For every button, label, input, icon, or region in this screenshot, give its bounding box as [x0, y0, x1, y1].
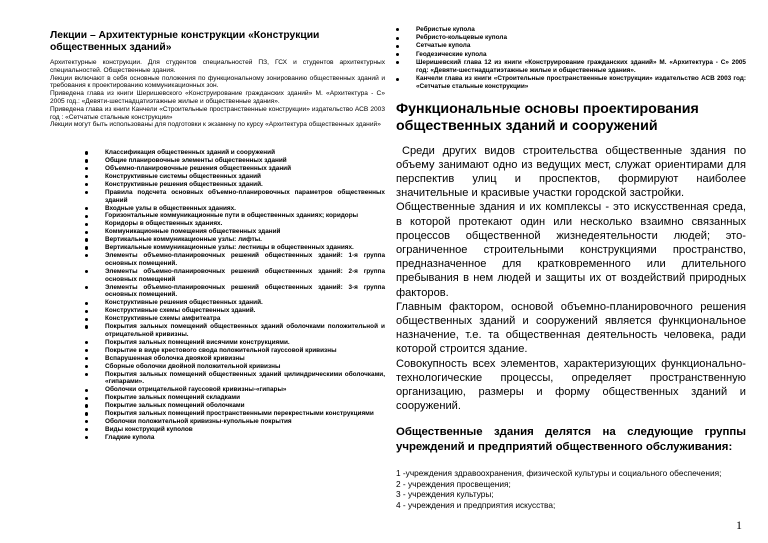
topic-item	[85, 268, 385, 284]
bullet-icon	[85, 412, 88, 415]
intro-line: Лекции включают в себя основные положения по функциональному зонированию общественных зданий и требования к проектированию коммуникационных зон.	[50, 74, 385, 90]
topic-text: Оболочки отрицательной гауссовой кривизны-«гипары»	[105, 386, 287, 394]
topic-list	[50, 149, 385, 442]
bullet-icon	[396, 78, 399, 81]
bullet-icon	[85, 404, 88, 407]
topic-item	[85, 434, 385, 442]
left-column	[50, 30, 385, 442]
topic-item	[85, 173, 385, 181]
paragraph: Общественные здания и их комплексы - это искусственная среда, в которой протекают один или несколько взаимно связанных процессов общественной жизнедеятельности людей; это- ограниченное строительными конструкциями пространство, предназначенное для кратковременного или длительного пребывания в нем людей и защиты их от воздействий природных факторов.	[396, 201, 746, 299]
bullet-icon	[85, 373, 88, 376]
bullet-icon	[85, 357, 88, 360]
topic-text: Элементы объемно-планировочных решений общественных зданий: 2-я группа основных помещений	[105, 267, 385, 283]
topic-text: Покрытия зальных помещений общественных зданий цилиндрическими оболочками, «гипарами».	[105, 370, 385, 386]
paragraph: Среди других видов строительства общественные здания по объему занимают одно из ведущих мест, служат ориентирами для перспектив улиц и проспектов, формируют наиболее значительные и красивые участки городской застройки.	[396, 144, 746, 200]
topic-list-continued	[396, 26, 746, 92]
topic-item	[85, 236, 385, 244]
intro-text	[50, 59, 385, 129]
bullet-icon	[85, 286, 88, 289]
body-text	[396, 144, 746, 414]
topic-item	[85, 189, 385, 205]
bullet-icon	[85, 420, 88, 423]
groups-heading: Общественные здания делятся на следующие группы учреждений и предприятий общественного обслуживания:	[396, 426, 746, 454]
topic-item	[85, 371, 385, 387]
bullet-icon	[85, 428, 88, 431]
bullet-icon	[85, 151, 88, 154]
bullet-icon	[85, 389, 88, 392]
topic-text: Элементы объемно-планировочных решений общественных зданий: 3-я группа основных помещений.	[105, 283, 385, 299]
bullet-icon	[85, 318, 88, 321]
bullet-icon	[85, 191, 88, 194]
bullet-icon	[85, 270, 88, 273]
topic-item	[85, 394, 385, 402]
topic-item	[85, 347, 385, 355]
topic-text: Конструктивные схемы общественных зданий.	[105, 307, 256, 315]
topic-text: Элементы объемно-планировочных решений общественных зданий: 1-я группа основных помещений.	[105, 251, 385, 267]
bullet-icon	[85, 246, 88, 249]
topic-text: Покрытия зальных помещений висячими конструкциями.	[105, 338, 290, 346]
topic-item	[85, 244, 385, 252]
topic-text: Общие планировочные элементы общественных зданий	[105, 157, 287, 165]
topic-text: Конструктивные системы общественных зданий	[105, 172, 261, 180]
topic-item	[85, 355, 385, 363]
bullet-icon	[396, 37, 399, 40]
paragraph: Главным фактором, основой объемно-планировочного решения общественных зданий и сооружений является функциональное назначение, т.е. та общественная деятельность человека, ради которой строится здание.	[396, 300, 746, 356]
bullet-icon	[85, 175, 88, 178]
topic-item	[396, 34, 746, 42]
topic-item	[85, 315, 385, 323]
groups-list	[396, 468, 746, 510]
topic-text: Гладкие купола	[105, 433, 155, 441]
topic-item	[85, 418, 385, 426]
topic-text: Объемно-планировочные решения общественных зданий	[105, 164, 292, 172]
topic-text: Классификация общественных зданий и сооружений	[105, 149, 276, 157]
bullet-icon	[85, 215, 88, 218]
page-number: 1	[736, 518, 742, 532]
topic-item	[85, 323, 385, 339]
topic-text: Коридоры в общественных зданиях.	[105, 220, 223, 228]
topic-text: Конструктивные решения общественных зданий.	[105, 299, 263, 307]
topic-text: Ребристые купола	[416, 26, 475, 33]
bullet-icon	[396, 45, 399, 48]
bullet-icon	[85, 310, 88, 313]
bullet-icon	[85, 207, 88, 210]
topic-text: Сборные оболочки двойной положительной кривизны	[105, 362, 281, 370]
bullet-icon	[85, 349, 88, 352]
topic-item	[396, 26, 746, 34]
topic-text: Вспарушенная оболочка двоякой кривизны	[105, 354, 245, 362]
bullet-icon	[85, 167, 88, 170]
topic-text: Покрытие зальных помещений оболочками	[105, 402, 245, 410]
topic-text: Вертикальные коммуникационные узлы: лифты.	[105, 236, 262, 244]
topic-item	[396, 75, 746, 91]
topic-item	[85, 339, 385, 347]
topic-item	[85, 284, 385, 300]
bullet-icon	[396, 28, 399, 31]
topic-text: Оболочки положительной кривизны-купольные покрытия	[105, 417, 292, 425]
topic-item	[85, 181, 385, 189]
topic-text: Горизонтальные коммуникационные пути в общественных зданиях; коридоры	[105, 212, 359, 220]
bullet-icon	[85, 365, 88, 368]
group-item: 3 - учреждения культуры;	[396, 489, 494, 500]
topic-item	[85, 228, 385, 236]
section-heading: Функциональные основы проектирования общественных зданий и сооружений	[396, 100, 699, 134]
bullet-icon	[85, 436, 88, 439]
bullet-icon	[85, 325, 88, 328]
bullet-icon	[85, 238, 88, 241]
bullet-icon	[85, 183, 88, 186]
bullet-icon	[396, 61, 399, 64]
group-item: 2 - учреждения просвещения;	[396, 478, 511, 489]
group-item: 4 - учреждения и предприятия искусства;	[396, 499, 556, 510]
topic-item	[396, 51, 746, 59]
topic-item	[85, 402, 385, 410]
bullet-icon	[85, 231, 88, 234]
intro-line: Архитектурные конструкции. Для студентов специальностей ПЗ, ГСХ и студентов архитектурных специальностей. Общественные здания.	[50, 59, 385, 74]
bullet-icon	[85, 223, 88, 226]
topic-item	[85, 165, 385, 173]
document-title: Лекции – Архитектурные конструкции «Конструкции общественных зданий»	[50, 30, 320, 53]
topic-text: Геодезические купола	[416, 50, 487, 58]
intro-line: Приведена глава из книги Канчели «Строительные пространственные конструкции» издательство АСВ 2003 год : «Сетчатые стальные конструкции»	[50, 105, 385, 121]
topic-text: Шеришевский глава 12 из книги «Конструирование гражданских зданий» М. «Архитектура - С» 2005 год: «Девяти-шестнадцатиэтажные жилые и общественные здания».	[416, 58, 746, 75]
topic-text: Конструктивные решения общественных зданий.	[105, 180, 263, 188]
topic-text: Коммуникационные помещения общественных зданий	[105, 228, 281, 236]
topic-text: Сетчатые купола	[416, 42, 471, 50]
bullet-icon	[85, 302, 88, 305]
bullet-icon	[85, 397, 88, 400]
bullet-icon	[85, 254, 88, 257]
topic-text: Входные узлы в общественных зданиях.	[105, 204, 236, 212]
topic-item	[85, 157, 385, 165]
topic-item	[85, 426, 385, 434]
topic-item	[85, 307, 385, 315]
right-column	[396, 26, 746, 510]
topic-text: Покрытия зальных помещений пространственными перекрестными конструкциями	[105, 410, 374, 418]
topic-text: Конструктивные схемы амфитеатра	[105, 315, 221, 323]
intro-line: Приведена глава из книги Шеришевского «Конструирование гражданских зданий» М. «Архитектура - С» 2005 год.: «Девяти-шестнадцатиэтажные жилые и общественные здания».	[50, 90, 385, 105]
bullet-icon	[85, 341, 88, 344]
topic-item	[396, 42, 746, 50]
topic-item	[85, 149, 385, 157]
topic-text: Вертикальные коммуникационные узлы: лестницы в общественных зданиях.	[105, 244, 354, 252]
topic-text: Виды конструкций куполов	[105, 425, 193, 433]
intro-line: Лекции могут быть использованы для подготовки к экзамену по курсу «Архитектура общественных зданий»	[50, 121, 381, 129]
topic-text: Правила подсчета основных объемно-планировочных параметров общественных зданий	[105, 188, 385, 204]
group-item: 1 -учреждения здравоохранения, физической культуры и социального обеспечения;	[396, 468, 722, 479]
topic-item	[85, 410, 385, 418]
topic-item	[85, 363, 385, 371]
topic-text: Канчели глава из книги «Строительные пространственные конструкции» издательство АСВ 2003 год: «Сетчатые стальные конструкции»	[416, 75, 746, 91]
bullet-icon	[396, 53, 399, 56]
topic-text: Покрытия зальных помещений общественных зданий оболочками положительной и отрицательной кривизны.	[105, 323, 385, 339]
topic-text: Покрытие зальных помещений складками	[105, 394, 241, 402]
paragraph: Совокупность всех элементов, характеризующих функционально-технологические процессы, определяет пространственную организацию, размеры и форму общественных зданий и сооружений.	[396, 357, 746, 413]
topic-item	[85, 252, 385, 268]
topic-text: Покрытие в виде крестового свода положительной гауссовой кривизны	[105, 346, 337, 354]
topic-text: Ребристо-кольцевые купола	[416, 34, 507, 42]
topic-item	[396, 59, 746, 75]
bullet-icon	[85, 159, 88, 162]
